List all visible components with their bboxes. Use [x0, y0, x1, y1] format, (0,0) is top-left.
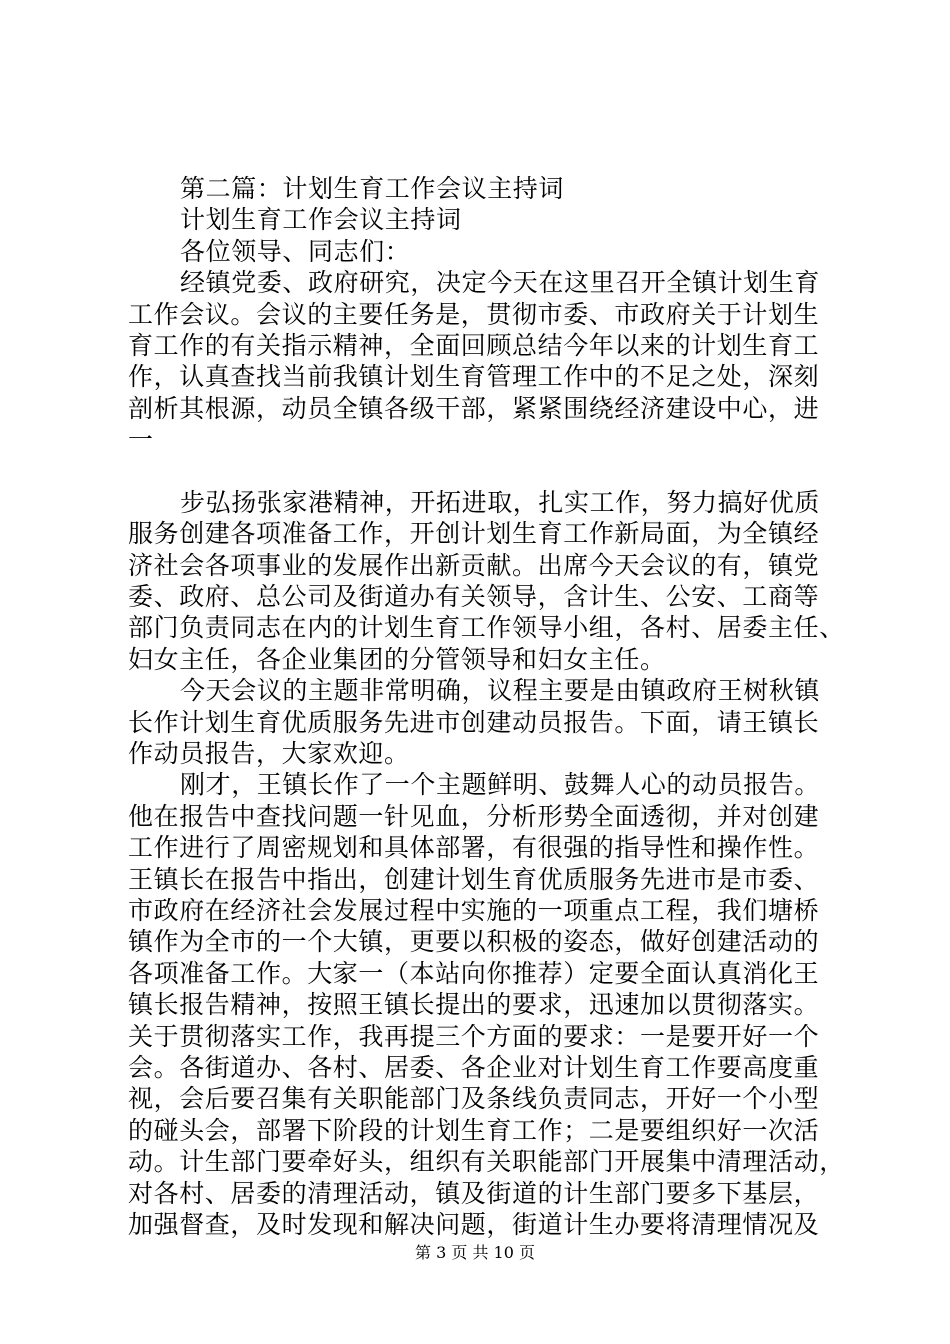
text-line: 长作计划生育优质服务先进市创建动员报告。下面，请王镇长 — [128, 707, 820, 737]
text-line: 一 — [128, 425, 154, 455]
text-line: 剖析其根源，动员全镇各级干部，紧紧围绕经济建设中心，进 — [128, 393, 820, 423]
text-line: 作动员报告，大家欢迎。 — [128, 739, 410, 769]
text-line: 市政府在经济社会发展过程中实施的一项重点工程，我们塘桥 — [128, 895, 820, 925]
text-line: 视，会后要召集有关职能部门及条线负责同志，开好一个小型 — [128, 1084, 820, 1114]
text-line: 育工作的有关指示精神，全面回顾总结今年以来的计划生育工 — [128, 330, 820, 360]
text-line: 镇长报告精神，按照王镇长提出的要求，迅速加以贯彻落实。 — [128, 990, 820, 1020]
text-line: 各项准备工作。大家一（本站向你推荐）定要全面认真消化王 — [128, 958, 820, 988]
text-line: 妇女主任，各企业集团的分管领导和妇女主任。 — [128, 644, 666, 674]
page-number: 第 3 页 共 10 页 — [415, 1243, 535, 1262]
body-text — [128, 173, 845, 1240]
text-line: 工作进行了周密规划和具体部署，有很强的指导性和操作性。 — [128, 833, 820, 863]
text-line: 加强督查，及时发现和解决问题，街道计生办要将清理情况及 — [128, 1209, 820, 1239]
text-line: 对各村、居委的清理活动，镇及街道的计生部门要多下基层， — [128, 1178, 820, 1208]
text-line: 会。各街道办、各村、居委、各企业对计划生育工作要高度重 — [128, 1052, 820, 1082]
text-line: 委、政府、总公司及街道办有关领导，含计生、公安、工商等 — [128, 582, 820, 612]
text-line: 步弘扬张家港精神，开拓进取，扎实工作，努力搞好优质 — [180, 487, 821, 517]
salutation: 各位领导、同志们： — [180, 236, 411, 266]
paragraph-gap — [128, 456, 840, 487]
text-line: 今天会议的主题非常明确，议程主要是由镇政府王树秋镇 — [180, 676, 821, 706]
text-line: 他在报告中查找问题一针见血，分析形势全面透彻，并对创建 — [128, 801, 820, 831]
text-line: 工作会议。会议的主要任务是，贯彻市委、市政府关于计划生 — [128, 299, 820, 329]
text-line: 镇作为全市的一个大镇，更要以积极的姿态，做好创建活动的 — [128, 927, 820, 957]
text-line: 经镇党委、政府研究，决定今天在这里召开全镇计划生育 — [180, 268, 821, 298]
text-line: 动。计生部门要牵好头，组织有关职能部门开展集中清理活动， — [128, 1147, 845, 1177]
text-line: 王镇长在报告中指出，创建计划生育优质服务先进市是市委、 — [128, 864, 820, 894]
text-line: 部门负责同志在内的计划生育工作领导小组，各村、居委主任、 — [128, 613, 845, 643]
section-title: 第二篇：计划生育工作会议主持词 — [180, 174, 565, 203]
document-title: 计划生育工作会议主持词 — [180, 205, 462, 235]
text-line: 关于贯彻落实工作，我再提三个方面的要求：一是要开好一个 — [128, 1021, 820, 1051]
text-line: 的碰头会，部署下阶段的计划生育工作；二是要组织好一次活 — [128, 1115, 820, 1145]
text-line: 服务创建各项准备工作，开创计划生育工作新局面，为全镇经 — [128, 519, 820, 549]
text-line: 刚才，王镇长作了一个主题鲜明、鼓舞人心的动员报告。 — [180, 770, 821, 800]
text-line: 作，认真查找当前我镇计划生育管理工作中的不足之处，深刻 — [128, 362, 820, 392]
text-line: 济社会各项事业的发展作出新贡献。出席今天会议的有，镇党 — [128, 550, 820, 580]
